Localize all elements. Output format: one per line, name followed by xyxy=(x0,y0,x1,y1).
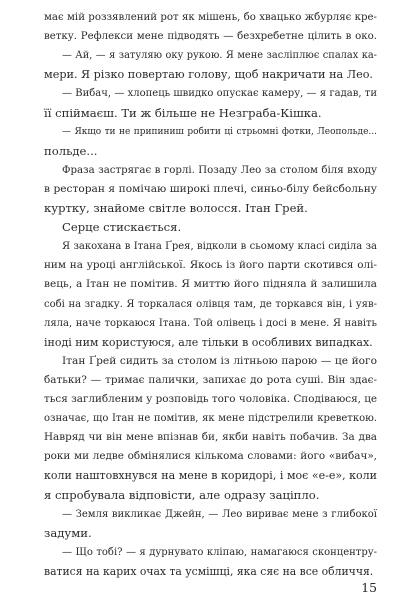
text-line: — Якщо ти не припиниш робити ці стрьомні фотки, Леопольде... xyxy=(62,126,377,137)
text-line: Фраза застрягає в горлі. Позаду Лео за столом біля входу xyxy=(62,164,377,176)
text-line: має мій роззявлений рот як мішень, бо хвацько жбурляє кре- xyxy=(44,12,377,23)
text-line: роки ми ледве обмінялися кількома словами: його «вибач», xyxy=(44,450,377,463)
text-line: в ресторан я помічаю широкі плечі, синьо-білу бейсбольну xyxy=(44,182,377,195)
text-line: означає, що Ітан не помітив, як мене підстрелили креветкою. xyxy=(44,413,377,425)
text-line: ним на уроці англійської. Якось із його парти скотився олі- xyxy=(44,259,377,272)
text-line: — Вибач, — хлопець швидко опускає камеру, — я гадав, ти xyxy=(62,88,377,100)
text-line: іноді ним користуюся, але тільки в особливих випадках. xyxy=(44,335,373,349)
text-line: — Ай, — я затуляю оку рукою. Я мене засліплює спалах ка- xyxy=(62,50,377,62)
text-line: Навряд чи він мене впізнав би, якби навіть побачив. За два xyxy=(44,431,377,444)
text-line: задуми. xyxy=(44,525,92,540)
text-line: — Що тобі? — я дурнувато кліпаю, намагаюся сконцентру- xyxy=(62,546,377,558)
text-line: Серце стискається. xyxy=(62,220,182,235)
text-line: ться заглибленим у розповідь того чоловіка. Сподіваюся, це xyxy=(44,393,378,405)
text-line: мери. Я різко повертаю голову, щоб накричати на Лео. xyxy=(44,68,373,82)
text-line: я спробувала відповісти, але одразу заціпло. xyxy=(44,487,320,502)
text-line: її спіймаєш. Ти ж більше не Незграба-Кішка. xyxy=(44,105,322,120)
text-line: польде... xyxy=(44,143,98,158)
text-line: собі на згадку. Я торкалася олівця там, де торкався він, і уяв- xyxy=(44,298,377,310)
text-line: ляла, наче торкаюся Ітана. Той олівець і досі в мене. Я навіть xyxy=(44,317,377,329)
text-line: ватися на карих очах та усмішці, яка сяє на все обличчя. xyxy=(44,564,374,578)
text-line: Я закохана в Ітана Ґрея, відколи в сьомому класі сиділа за xyxy=(62,241,377,253)
text-line: коли наштовхнувся на мене в коридорі, і моє «е-е», коли xyxy=(44,469,377,483)
text-line: вець, а Ітан не помітив. Я миттю його підняла й залишила xyxy=(44,278,377,291)
text-line: Ітан Ґрей сидить за столом із літньою парою — це його xyxy=(62,354,377,367)
text-line: — Земля викликає Джейн, — Лео вириває мене з глибокої xyxy=(62,508,377,520)
text-line: ветку. Рефлекси мене підводять — безхребетне цілить в око. xyxy=(44,31,377,43)
page-number: 15 xyxy=(361,580,377,595)
text-line: куртку, знайоме світле волосся. Ітан Грей. xyxy=(44,201,308,215)
text-line: батьки? — тримає палички, запихає до рота суші. Він здає- xyxy=(44,373,377,386)
